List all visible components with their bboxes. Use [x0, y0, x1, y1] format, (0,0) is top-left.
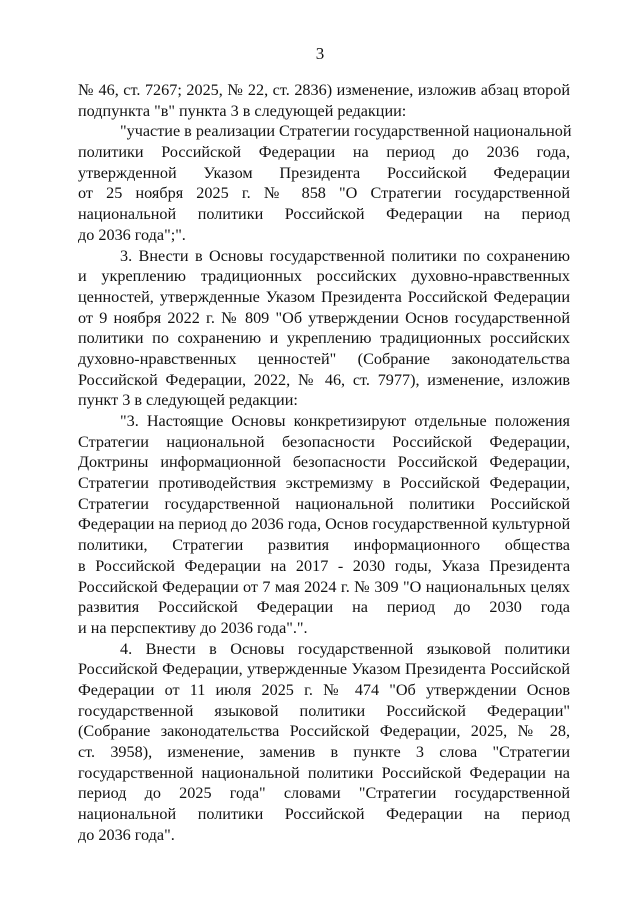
text-line: и на перспективу до 2036 года".".: [78, 618, 308, 637]
text-line: политики по сохранению и укреплению традиционных российских: [78, 329, 570, 348]
text-line: Стратегии государственной национальной политики Российской: [78, 494, 570, 513]
text-line: 4. Внести в Основы государственной языковой политики: [120, 639, 570, 658]
text-line: Российской Федерации, 2022, № 46, ст. 7977), изменение, изложив: [78, 370, 570, 389]
text-line: ст. 3958), изменение, заменив в пункте 3 слова "Стратегии: [78, 743, 570, 761]
text-line: национальной политики Российской Федерации на период: [78, 805, 570, 824]
text-line: национальной политики Российской Федерации на период: [78, 205, 570, 224]
text-line: до 2036 года";".: [78, 225, 186, 244]
text-line: и укреплению традиционных российских духовно-нравственных: [78, 267, 570, 286]
text-line: до 2036 года".: [78, 825, 175, 844]
text-line: Российской Федерации от 7 мая 2024 г. № 309 "О национальных целях: [78, 577, 570, 596]
page-number: 3: [315, 44, 325, 63]
text-line: государственной языковой политики Российской Федерации": [78, 701, 570, 720]
text-line: от 25 ноября 2025 г. № 858 "О Стратегии государственной: [78, 184, 570, 203]
text-line: Федерации от 11 июля 2025 г. № 474 "Об утверждении Основ: [78, 680, 570, 699]
text-line: в Российской Федерации на 2017 - 2030 годы, Указа Президента: [78, 556, 570, 575]
text-line: государственной национальной политики Российской Федерации на: [78, 763, 570, 782]
text-line: политики, Стратегии развития информационного общества: [78, 536, 570, 555]
text-line: духовно-нравственных ценностей" (Собрание законодательства: [78, 349, 570, 368]
text-line: политики Российской Федерации на период до 2036 года,: [78, 143, 570, 162]
text-line: № 46, ст. 7267; 2025, № 22, ст. 2836) изменение, изложив абзац второй: [78, 81, 570, 99]
text-line: Российской Федерации, утвержденные Указом Президента Российской: [78, 660, 570, 679]
text-line: 3. Внести в Основы государственной политики по сохранению: [120, 246, 570, 265]
text-line: от 9 ноября 2022 г. № 809 "Об утверждении Основ государственной: [78, 308, 570, 327]
text-line: пункт 3 в следующей редакции:: [78, 391, 298, 410]
text-line: подпункта "в" пункта 3 в следующей редакции:: [78, 101, 407, 120]
document-body: [78, 80, 570, 845]
text-line: Федерации на период до 2036 года, Основ государственной культурной: [78, 515, 571, 534]
text-line: Стратегии национальной безопасности Российской Федерации,: [78, 432, 570, 451]
text-line: утвержденной Указом Президента Российской Федерации: [78, 163, 570, 182]
text-line: (Собрание законодательства Российской Федерации, 2025, № 28,: [78, 722, 570, 741]
text-line: Доктрины информационной безопасности Российской Федерации,: [78, 453, 570, 472]
text-line: Стратегии противодействия экстремизму в Российской Федерации,: [78, 474, 570, 493]
text-line: "участие в реализации Стратегии государственной национальной: [120, 122, 572, 141]
text-line: развития Российской Федерации на период до 2030 года: [78, 598, 570, 617]
text-line: период до 2025 года" словами "Стратегии государственной: [78, 784, 570, 803]
text-line: ценностей, утвержденные Указом Президента Российской Федерации: [78, 287, 570, 306]
text-line: "3. Настоящие Основы конкретизируют отдельные положения: [120, 412, 570, 430]
